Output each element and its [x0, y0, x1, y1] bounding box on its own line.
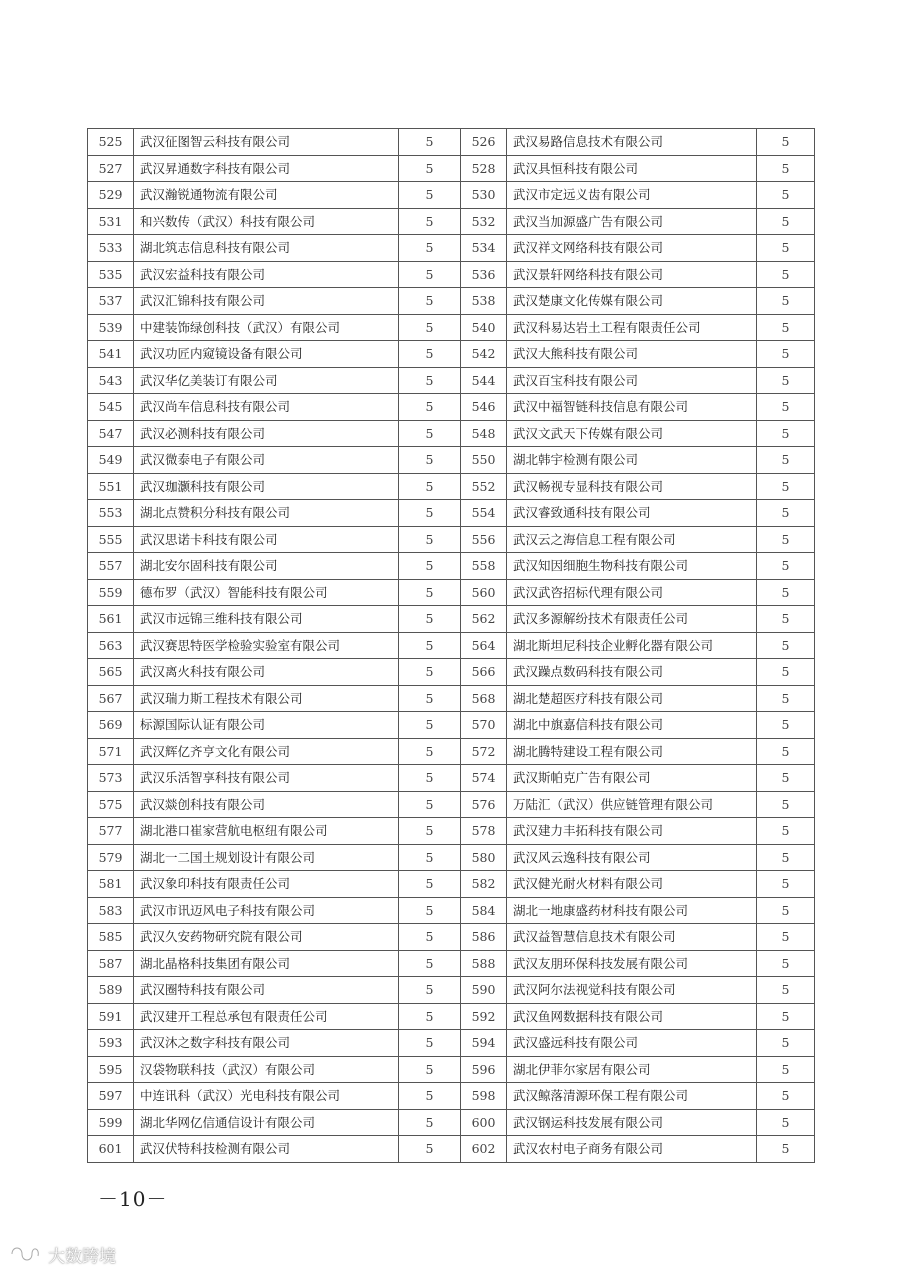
company-name: 武汉知因细胞生物科技有限公司: [507, 553, 757, 580]
score-value: 5: [757, 871, 815, 898]
row-number: 551: [88, 473, 134, 500]
company-name: 湖北中旗嘉信科技有限公司: [507, 712, 757, 739]
score-value: 5: [399, 791, 461, 818]
table-row: [88, 977, 815, 1004]
company-name: 武汉市定远义齿有限公司: [507, 182, 757, 209]
row-number: 581: [88, 871, 134, 898]
score-value: 5: [399, 950, 461, 977]
row-number: 593: [88, 1030, 134, 1057]
table-body: [88, 129, 815, 1163]
company-name: 武汉汇锦科技有限公司: [134, 288, 399, 315]
row-number: 527: [88, 155, 134, 182]
row-number: 540: [461, 314, 507, 341]
score-value: 5: [399, 844, 461, 871]
row-number: 561: [88, 606, 134, 633]
score-value: 5: [399, 765, 461, 792]
row-number: 567: [88, 685, 134, 712]
score-value: 5: [757, 367, 815, 394]
company-name: 武汉当加源盛广告有限公司: [507, 208, 757, 235]
score-value: 5: [399, 897, 461, 924]
table-row: [88, 844, 815, 871]
row-number: 601: [88, 1136, 134, 1163]
row-number: 533: [88, 235, 134, 262]
score-value: 5: [399, 738, 461, 765]
row-number: 559: [88, 579, 134, 606]
score-value: 5: [757, 261, 815, 288]
score-value: 5: [399, 1136, 461, 1163]
company-name: 武汉燚创科技有限公司: [134, 791, 399, 818]
table-row: [88, 871, 815, 898]
company-name: 湖北筑志信息科技有限公司: [134, 235, 399, 262]
company-name: 武汉久安药物研究院有限公司: [134, 924, 399, 951]
table-row: [88, 447, 815, 474]
row-number: 575: [88, 791, 134, 818]
table-row: [88, 235, 815, 262]
row-number: 596: [461, 1056, 507, 1083]
row-number: 547: [88, 420, 134, 447]
company-name: 和兴数传（武汉）科技有限公司: [134, 208, 399, 235]
score-value: 5: [399, 1109, 461, 1136]
company-name: 武汉宏益科技有限公司: [134, 261, 399, 288]
company-name: 武汉睿致通科技有限公司: [507, 500, 757, 527]
score-value: 5: [757, 924, 815, 951]
table-row: [88, 155, 815, 182]
company-name: 中连讯科（武汉）光电科技有限公司: [134, 1083, 399, 1110]
row-number: 557: [88, 553, 134, 580]
company-name: 武汉瑞力斯工程技术有限公司: [134, 685, 399, 712]
score-value: 5: [757, 182, 815, 209]
company-name: 武汉祥文网络科技有限公司: [507, 235, 757, 262]
score-value: 5: [757, 818, 815, 845]
table-row: [88, 924, 815, 951]
score-value: 5: [399, 924, 461, 951]
company-name: 武汉大熊科技有限公司: [507, 341, 757, 368]
row-number: 578: [461, 818, 507, 845]
row-number: 546: [461, 394, 507, 421]
row-number: 543: [88, 367, 134, 394]
score-value: 5: [399, 1030, 461, 1057]
company-name: 武汉斯帕克广告有限公司: [507, 765, 757, 792]
table-row: [88, 314, 815, 341]
score-value: 5: [757, 712, 815, 739]
score-value: 5: [399, 579, 461, 606]
company-name: 武汉益智慧信息技术有限公司: [507, 924, 757, 951]
company-name: 湖北华网亿信通信设计有限公司: [134, 1109, 399, 1136]
row-number: 534: [461, 235, 507, 262]
row-number: 528: [461, 155, 507, 182]
row-number: 536: [461, 261, 507, 288]
table-row: [88, 579, 815, 606]
table-row: [88, 1030, 815, 1057]
score-value: 5: [399, 1056, 461, 1083]
row-number: 552: [461, 473, 507, 500]
score-value: 5: [757, 129, 815, 156]
company-name: 武汉征图智云科技有限公司: [134, 129, 399, 156]
row-number: 532: [461, 208, 507, 235]
row-number: 572: [461, 738, 507, 765]
score-value: 5: [757, 977, 815, 1004]
row-number: 570: [461, 712, 507, 739]
row-number: 553: [88, 500, 134, 527]
row-number: 587: [88, 950, 134, 977]
company-name: 武汉建开工程总承包有限责任公司: [134, 1003, 399, 1030]
row-number: 542: [461, 341, 507, 368]
score-value: 5: [399, 261, 461, 288]
table-row: [88, 1056, 815, 1083]
score-value: 5: [399, 129, 461, 156]
score-value: 5: [757, 844, 815, 871]
row-number: 594: [461, 1030, 507, 1057]
score-value: 5: [757, 553, 815, 580]
score-value: 5: [399, 420, 461, 447]
company-name: 武汉楚康文化传媒有限公司: [507, 288, 757, 315]
table-row: [88, 182, 815, 209]
row-number: 563: [88, 632, 134, 659]
score-value: 5: [757, 155, 815, 182]
row-number: 589: [88, 977, 134, 1004]
company-name: 武汉中福智链科技信息有限公司: [507, 394, 757, 421]
company-name: 武汉思诺卡科技有限公司: [134, 526, 399, 553]
row-number: 539: [88, 314, 134, 341]
row-number: 549: [88, 447, 134, 474]
score-value: 5: [757, 579, 815, 606]
company-name: 武汉畅视专显科技有限公司: [507, 473, 757, 500]
table-row: [88, 765, 815, 792]
company-name: 武汉友朋环保科技发展有限公司: [507, 950, 757, 977]
table-row: [88, 553, 815, 580]
score-value: 5: [757, 765, 815, 792]
table-row: [88, 261, 815, 288]
score-value: 5: [399, 526, 461, 553]
row-number: 584: [461, 897, 507, 924]
row-number: 537: [88, 288, 134, 315]
score-value: 5: [399, 977, 461, 1004]
company-name: 武汉乐活智享科技有限公司: [134, 765, 399, 792]
company-name: 湖北韩宇检测有限公司: [507, 447, 757, 474]
score-value: 5: [757, 394, 815, 421]
row-number: 576: [461, 791, 507, 818]
row-number: 556: [461, 526, 507, 553]
company-name: 武汉云之海信息工程有限公司: [507, 526, 757, 553]
company-name: 武汉农村电子商务有限公司: [507, 1136, 757, 1163]
table-row: [88, 659, 815, 686]
row-number: 571: [88, 738, 134, 765]
score-value: 5: [757, 738, 815, 765]
row-number: 590: [461, 977, 507, 1004]
company-name: 湖北腾特建设工程有限公司: [507, 738, 757, 765]
company-name: 湖北伊菲尔家居有限公司: [507, 1056, 757, 1083]
row-number: 568: [461, 685, 507, 712]
row-number: 548: [461, 420, 507, 447]
table-row: [88, 950, 815, 977]
table-row: [88, 606, 815, 633]
score-value: 5: [399, 1083, 461, 1110]
table-row: [88, 288, 815, 315]
row-number: 544: [461, 367, 507, 394]
company-name: 武汉易路信息技术有限公司: [507, 129, 757, 156]
company-name: 武汉钢运科技发展有限公司: [507, 1109, 757, 1136]
company-name: 武汉圈特科技有限公司: [134, 977, 399, 1004]
score-value: 5: [399, 341, 461, 368]
table-row: [88, 394, 815, 421]
table-row: [88, 420, 815, 447]
score-value: 5: [757, 473, 815, 500]
company-name: 武汉具恒科技有限公司: [507, 155, 757, 182]
score-value: 5: [399, 500, 461, 527]
company-name: 武汉健光耐火材料有限公司: [507, 871, 757, 898]
score-value: 5: [399, 155, 461, 182]
company-name: 武汉伏特科技检测有限公司: [134, 1136, 399, 1163]
score-value: 5: [757, 526, 815, 553]
score-value: 5: [399, 182, 461, 209]
company-name: 武汉赛思特医学检验实验室有限公司: [134, 632, 399, 659]
table-row: [88, 473, 815, 500]
brand-logo-icon: [8, 1243, 42, 1265]
watermark: [8, 1241, 116, 1267]
table-row: [88, 632, 815, 659]
row-number: 586: [461, 924, 507, 951]
score-value: 5: [757, 632, 815, 659]
row-number: 526: [461, 129, 507, 156]
score-value: 5: [757, 685, 815, 712]
row-number: 564: [461, 632, 507, 659]
company-name: 武汉鱼网数据科技有限公司: [507, 1003, 757, 1030]
score-value: 5: [399, 447, 461, 474]
row-number: 545: [88, 394, 134, 421]
table-row: [88, 1136, 815, 1163]
row-number: 560: [461, 579, 507, 606]
company-name: 武汉科易达岩土工程有限责任公司: [507, 314, 757, 341]
company-name: 标源国际认证有限公司: [134, 712, 399, 739]
company-name: 湖北一二国土规划设计有限公司: [134, 844, 399, 871]
row-number: 550: [461, 447, 507, 474]
company-name: 湖北楚超医疗科技有限公司: [507, 685, 757, 712]
row-number: 577: [88, 818, 134, 845]
score-value: 5: [399, 818, 461, 845]
row-number: 574: [461, 765, 507, 792]
table-row: [88, 1109, 815, 1136]
table-row: [88, 208, 815, 235]
score-value: 5: [399, 394, 461, 421]
table-row: [88, 129, 815, 156]
row-number: 602: [461, 1136, 507, 1163]
table-row: [88, 897, 815, 924]
row-number: 538: [461, 288, 507, 315]
company-name: 湖北一地康盛药材科技有限公司: [507, 897, 757, 924]
score-value: 5: [757, 314, 815, 341]
row-number: 597: [88, 1083, 134, 1110]
table-row: [88, 1083, 815, 1110]
company-list-table: [87, 128, 815, 1163]
score-value: 5: [757, 1083, 815, 1110]
score-value: 5: [757, 1003, 815, 1030]
score-value: 5: [399, 553, 461, 580]
row-number: 535: [88, 261, 134, 288]
row-number: 595: [88, 1056, 134, 1083]
row-number: 525: [88, 129, 134, 156]
company-name: 武汉躁点数码科技有限公司: [507, 659, 757, 686]
score-value: 5: [757, 791, 815, 818]
score-value: 5: [399, 1003, 461, 1030]
row-number: 554: [461, 500, 507, 527]
score-value: 5: [757, 208, 815, 235]
company-name: 武汉昇通数字科技有限公司: [134, 155, 399, 182]
row-number: 588: [461, 950, 507, 977]
score-value: 5: [757, 288, 815, 315]
table-row: [88, 500, 815, 527]
score-value: 5: [757, 606, 815, 633]
row-number: 592: [461, 1003, 507, 1030]
score-value: 5: [399, 632, 461, 659]
company-name: 武汉尚车信息科技有限公司: [134, 394, 399, 421]
score-value: 5: [757, 950, 815, 977]
company-name: 武汉微泰电子有限公司: [134, 447, 399, 474]
row-number: 529: [88, 182, 134, 209]
score-value: 5: [399, 871, 461, 898]
score-value: 5: [399, 314, 461, 341]
score-value: 5: [757, 235, 815, 262]
company-name: 武汉景轩网络科技有限公司: [507, 261, 757, 288]
score-value: 5: [757, 341, 815, 368]
company-name: 武汉盛远科技有限公司: [507, 1030, 757, 1057]
score-value: 5: [757, 420, 815, 447]
company-name: 武汉风云逸科技有限公司: [507, 844, 757, 871]
company-name: 武汉阿尔法视觉科技有限公司: [507, 977, 757, 1004]
company-name: 武汉瀚锐通物流有限公司: [134, 182, 399, 209]
row-number: 562: [461, 606, 507, 633]
score-value: 5: [399, 367, 461, 394]
company-name: 武汉武咨招标代理有限公司: [507, 579, 757, 606]
score-value: 5: [757, 1056, 815, 1083]
company-name: 武汉华亿美装订有限公司: [134, 367, 399, 394]
table-row: [88, 791, 815, 818]
company-name: 湖北港口崔家营航电枢纽有限公司: [134, 818, 399, 845]
score-value: 5: [757, 500, 815, 527]
company-name: 武汉必测科技有限公司: [134, 420, 399, 447]
row-number: 599: [88, 1109, 134, 1136]
row-number: 583: [88, 897, 134, 924]
company-name: 武汉象印科技有限责任公司: [134, 871, 399, 898]
row-number: 569: [88, 712, 134, 739]
company-name: 武汉百宝科技有限公司: [507, 367, 757, 394]
score-value: 5: [399, 208, 461, 235]
company-name: 武汉沐之数字科技有限公司: [134, 1030, 399, 1057]
row-number: 600: [461, 1109, 507, 1136]
company-name: 中建装饰绿创科技（武汉）有限公司: [134, 314, 399, 341]
page-number: －10－: [98, 1187, 168, 1211]
company-name: 武汉文武天下传媒有限公司: [507, 420, 757, 447]
company-name: 汉袋物联科技（武汉）有限公司: [134, 1056, 399, 1083]
row-number: 558: [461, 553, 507, 580]
row-number: 585: [88, 924, 134, 951]
score-value: 5: [399, 288, 461, 315]
table-row: [88, 1003, 815, 1030]
row-number: 580: [461, 844, 507, 871]
score-value: 5: [399, 659, 461, 686]
row-number: 566: [461, 659, 507, 686]
company-name: 武汉鲸落清源环保工程有限公司: [507, 1083, 757, 1110]
row-number: 565: [88, 659, 134, 686]
table-row: [88, 818, 815, 845]
company-name: 武汉珈灏科技有限公司: [134, 473, 399, 500]
company-name: 湖北斯坦尼科技企业孵化器有限公司: [507, 632, 757, 659]
company-name: 万陆汇（武汉）供应链管理有限公司: [507, 791, 757, 818]
row-number: 530: [461, 182, 507, 209]
score-value: 5: [757, 659, 815, 686]
score-value: 5: [399, 712, 461, 739]
score-value: 5: [757, 1030, 815, 1057]
company-name: 武汉市讯迈风电子科技有限公司: [134, 897, 399, 924]
score-value: 5: [757, 1109, 815, 1136]
row-number: 555: [88, 526, 134, 553]
table-row: [88, 685, 815, 712]
company-name: 德布罗（武汉）智能科技有限公司: [134, 579, 399, 606]
row-number: 531: [88, 208, 134, 235]
row-number: 591: [88, 1003, 134, 1030]
company-name: 武汉市远锦三维科技有限公司: [134, 606, 399, 633]
score-value: 5: [399, 606, 461, 633]
table-row: [88, 526, 815, 553]
company-name: 武汉辉亿齐亨文化有限公司: [134, 738, 399, 765]
table-row: [88, 712, 815, 739]
score-value: 5: [399, 235, 461, 262]
score-value: 5: [757, 1136, 815, 1163]
company-name: 武汉多源解纷技术有限责任公司: [507, 606, 757, 633]
company-name: 湖北晶格科技集团有限公司: [134, 950, 399, 977]
score-value: 5: [757, 447, 815, 474]
watermark-text: 大数跨境: [48, 1246, 116, 1267]
score-value: 5: [399, 685, 461, 712]
company-name: 湖北点赞积分科技有限公司: [134, 500, 399, 527]
table-row: [88, 738, 815, 765]
row-number: 541: [88, 341, 134, 368]
table-row: [88, 367, 815, 394]
company-name: 武汉建力丰拓科技有限公司: [507, 818, 757, 845]
row-number: 573: [88, 765, 134, 792]
score-value: 5: [757, 897, 815, 924]
row-number: 579: [88, 844, 134, 871]
row-number: 598: [461, 1083, 507, 1110]
score-value: 5: [399, 473, 461, 500]
company-name: 武汉离火科技有限公司: [134, 659, 399, 686]
company-name: 武汉功匠内窥镜设备有限公司: [134, 341, 399, 368]
company-name: 湖北安尔固科技有限公司: [134, 553, 399, 580]
row-number: 582: [461, 871, 507, 898]
table-row: [88, 341, 815, 368]
